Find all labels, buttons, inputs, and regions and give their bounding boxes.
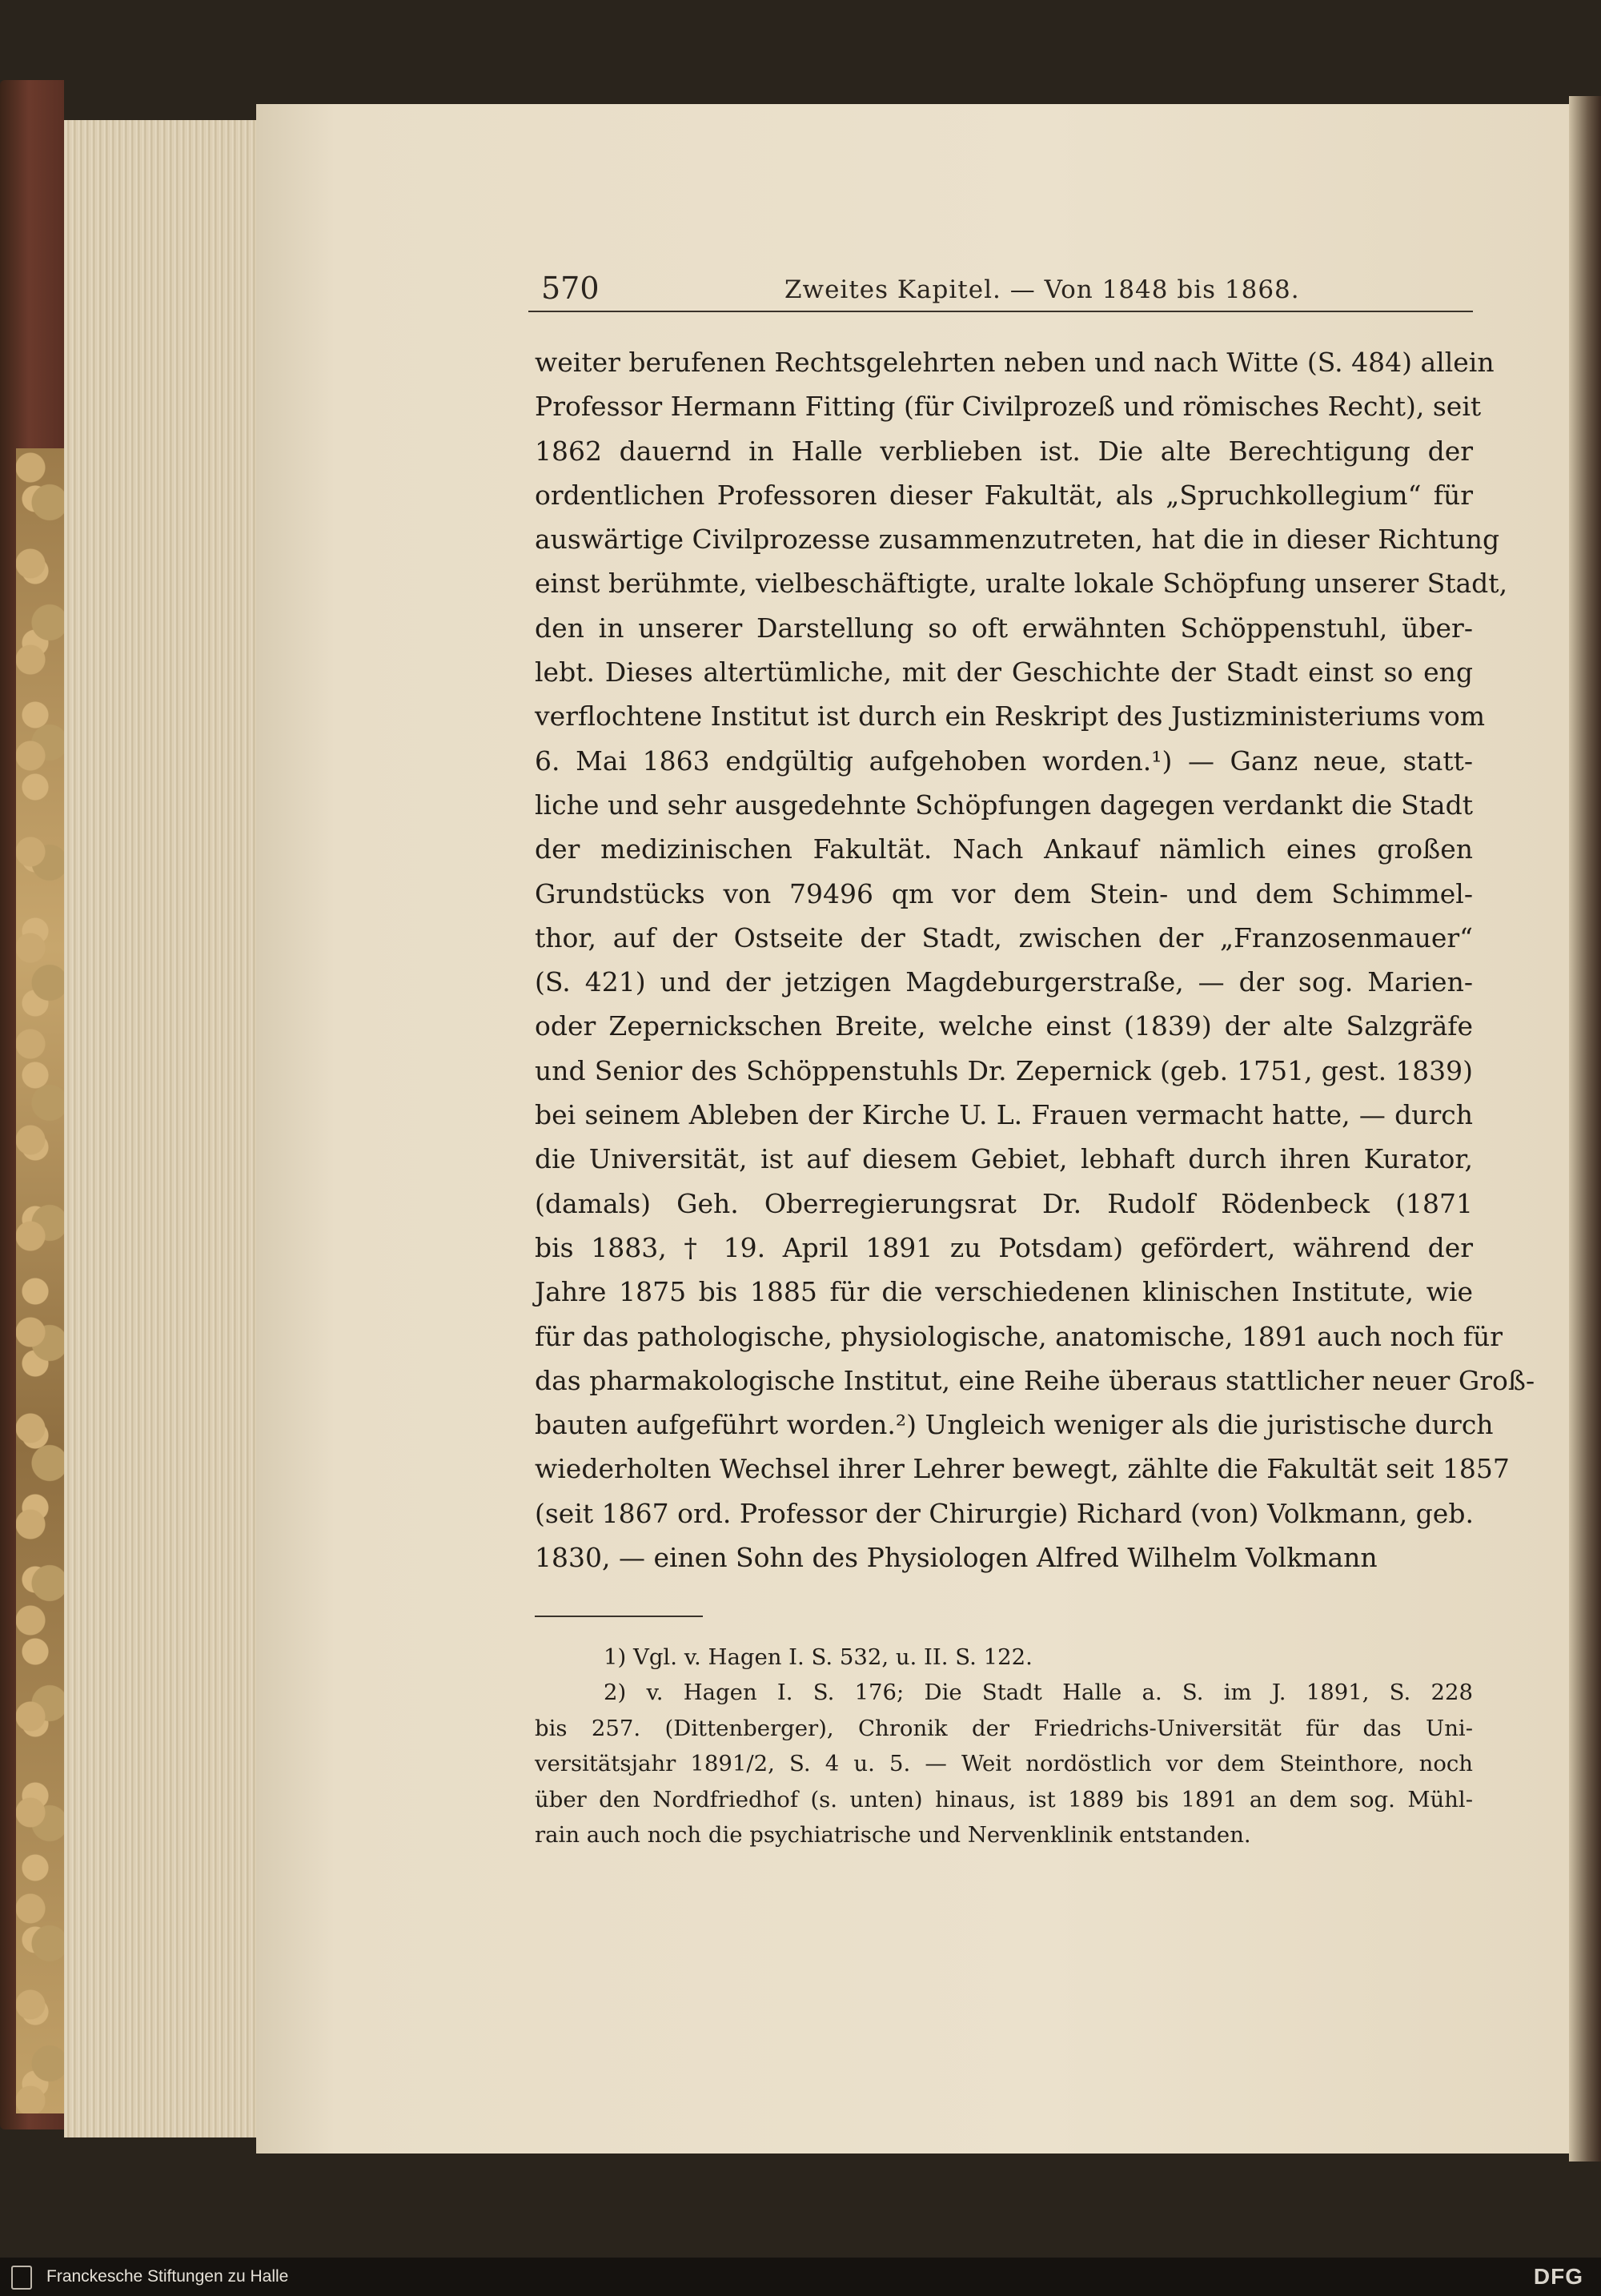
text-line: den in unserer Darstellung so oft erwähnten Schöppenstuhl, über- (535, 612, 1473, 644)
text-line: wiederholten Wechsel ihrer Lehrer bewegt, zählte die Fakultät seit 1857 (535, 1453, 1510, 1485)
text-line: für das pathologische, physiologische, anatomische, 1891 auch noch für (535, 1320, 1503, 1352)
footnote-line: rain auch noch die psychiatrische und Nervenklinik entstanden. (535, 1821, 1251, 1848)
text-line: liche und sehr ausgedehnte Schöpfungen dagegen verdankt die Stadt (535, 789, 1473, 821)
text-line: verflochtene Institut ist durch ein Reskript des Justizministeriums vom (535, 700, 1486, 733)
text-line: bauten aufgeführt worden.²) Ungleich weniger als die juristische durch (535, 1409, 1494, 1441)
footnote-line: 2) v. Hagen I. S. 176; Die Stadt Halle a. S. im J. 1891, S. 228 (604, 1680, 1473, 1706)
text-line: 1862 dauernd in Halle verblieben ist. Die alte Berechtigung der (535, 435, 1473, 467)
book-gutter-right (1569, 96, 1601, 2162)
text-line: (S. 421) und der jetzigen Magdeburgerstraße, — der sog. Marien- (535, 966, 1473, 998)
text-line: Jahre 1875 bis 1885 für die verschiedenen klinischen Institute, wie (535, 1276, 1473, 1308)
page-number: 570 (541, 271, 600, 306)
text-line: der medizinischen Fakultät. Nach Ankauf nämlich eines großen (535, 833, 1473, 865)
chapter-heading: Zweites Kapitel. — Von 1848 bis 1868. (784, 275, 1300, 304)
text-line: einst berühmte, vielbeschäftigte, uralte lokale Schöpfung unserer Stadt, (535, 568, 1508, 600)
text-line: auswärtige Civilprozesse zusammenzutreten, hat die in dieser Richtung (535, 524, 1500, 556)
footnote-line: bis 257. (Dittenberger), Chronik der Friedrichs-Universität für das Uni- (535, 1715, 1473, 1741)
dfg-logo: DFG (1533, 2264, 1583, 2289)
marbled-endpaper (16, 448, 64, 2113)
text-line: thor, auf der Ostseite der Stadt, zwischen der „Franzosenmauer“ (535, 921, 1473, 953)
text-line: 6. Mai 1863 endgültig aufgehoben worden.¹) — Ganz neue, statt- (535, 745, 1473, 777)
text-line: lebt. Dieses altertümliche, mit der Geschichte der Stadt einst so eng (535, 656, 1473, 688)
footnote-rule (535, 1616, 703, 1617)
viewer-footer (0, 2258, 1601, 2296)
text-line: ordentlichen Professoren dieser Fakultät, als „Spruchkollegium“ für (535, 479, 1473, 511)
text-line: die Universität, ist auf diesem Gebiet, lebhaft durch ihren Kurator, (535, 1143, 1473, 1175)
institution-name: Franckesche Stiftungen zu Halle (46, 2267, 289, 2286)
footnote-line: versitätsjahr 1891/2, S. 4 u. 5. — Weit nordöstlich vor dem Steinthore, noch (535, 1751, 1473, 1777)
text-line: (seit 1867 ord. Professor der Chirurgie) Richard (von) Volkmann, geb. (535, 1497, 1474, 1529)
running-head (528, 271, 1473, 312)
text-line: 1830, — einen Sohn des Physiologen Alfred Wilhelm Volkmann (535, 1542, 1378, 1574)
text-line: bei seinem Ableben der Kirche U. L. Frauen vermacht hatte, — durch (535, 1099, 1473, 1131)
body-text (535, 340, 1535, 1580)
text-line: das pharmakologische Institut, eine Reihe überaus stattlicher neuer Groß- (535, 1364, 1535, 1396)
text-line: Professor Hermann Fitting (für Civilprozeß und römisches Recht), seit (535, 391, 1482, 423)
text-line: oder Zepernickschen Breite, welche einst (1839) der alte Salzgräfe (535, 1010, 1473, 1042)
institution-logo-icon (11, 2266, 32, 2290)
footnotes (535, 1640, 1473, 1852)
text-line: und Senior des Schöppenstuhls Dr. Zepernick (geb. 1751, gest. 1839) (535, 1054, 1473, 1086)
text-line: weiter berufenen Rechtsgelehrten neben und nach Witte (S. 484) allein (535, 347, 1495, 378)
footnote-line: 1) Vgl. v. Hagen I. S. 532, u. II. S. 122. (604, 1644, 1033, 1670)
text-line: (damals) Geh. Oberregierungsrat Dr. Rudolf Rödenbeck (1871 (535, 1187, 1473, 1219)
text-line: bis 1883, † 19. April 1891 zu Potsdam) gefördert, während der (535, 1231, 1473, 1263)
page-edges (64, 120, 264, 2137)
text-line: Grundstücks von 79496 qm vor dem Stein- und dem Schimmel- (535, 877, 1473, 909)
footnote-line: über den Nordfriedhof (s. unten) hinaus, ist 1889 bis 1891 an dem sog. Mühl- (535, 1786, 1473, 1812)
